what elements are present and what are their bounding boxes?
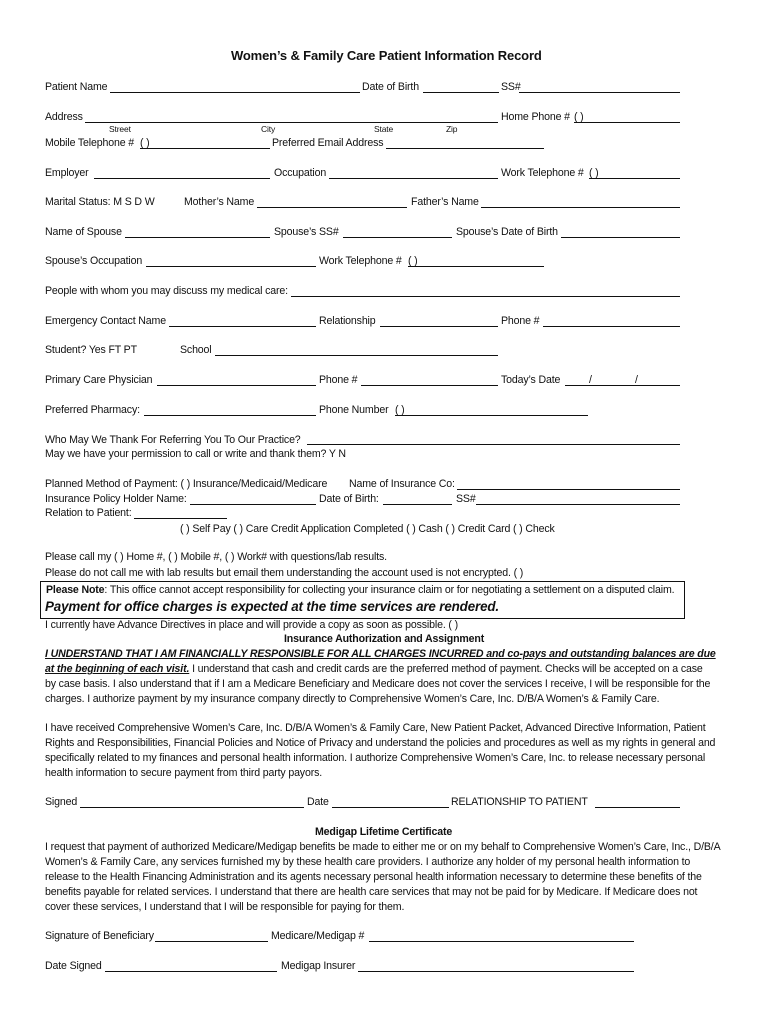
insurance-co-field[interactable]: [457, 489, 680, 490]
auth-text-line2: I understand that cash and credit cards are the preferred method of payment. Checks will be accepted on a case: [189, 663, 703, 675]
note-label: Please Note: [46, 584, 105, 596]
policy-holder-field[interactable]: [190, 504, 316, 505]
signature-field[interactable]: [80, 807, 304, 808]
father-name-label: Father’s Name: [411, 196, 479, 208]
address-field[interactable]: [85, 122, 498, 123]
medigap-insurer-label: Medigap Insurer: [281, 960, 356, 972]
today-date-label: Today’s Date: [501, 374, 561, 386]
auth-bold-line2: at the beginning of each visit.: [45, 663, 190, 675]
spouse-occupation-field[interactable]: [146, 266, 316, 267]
relationship-field[interactable]: [380, 326, 498, 327]
advance-directives: I currently have Advance Directives in place and will provide a copy as soon as possible. ( ): [45, 619, 458, 631]
insurance-co-label: Name of Insurance Co:: [349, 478, 455, 490]
no-call-preference: Please do not call me with lab results but email them understanding the account used is not encrypted. ( ): [45, 567, 524, 579]
planned-payment-label: Planned Method of Payment: ( ) Insurance/Medicaid/Medicare: [45, 478, 328, 490]
relationship-label: Relationship: [319, 315, 376, 327]
marital-status-label: Marital Status: M S D W: [45, 196, 155, 208]
mobile-paren: ( ): [140, 137, 150, 149]
medigap-line: benefits payable for related services. I understand that there are health care services that may not be paid for by Medicare. If Medicare does not: [45, 886, 698, 898]
patient-name-field[interactable]: [110, 92, 360, 93]
medigap-insurer-field[interactable]: [358, 971, 634, 972]
date-signed-field[interactable]: [105, 971, 277, 972]
mother-name-label: Mother’s Name: [184, 196, 255, 208]
mother-name-field[interactable]: [257, 207, 407, 208]
emergency-phone-field[interactable]: [543, 326, 680, 327]
page-title: Women’s & Family Care Patient Information Record: [231, 48, 542, 63]
auth-heading: Insurance Authorization and Assignment: [284, 633, 485, 645]
mobile-label: Mobile Telephone #: [45, 137, 134, 149]
medigap-heading: Medigap Lifetime Certificate: [315, 826, 453, 838]
ss-label: SS#: [501, 81, 521, 93]
referral-question: Who May We Thank For Referring You To Our Practice?: [45, 434, 301, 446]
occupation-field[interactable]: [329, 178, 498, 179]
email-label: Preferred Email Address: [272, 137, 384, 149]
school-label: School: [180, 344, 212, 356]
medigap-line: release to the Health Financing Administration and its agents necessary personal health information necessary to determine these benefits of the: [45, 871, 702, 883]
referral-permission: May we have your permission to call or write and thank them? Y N: [45, 448, 346, 460]
relation-field[interactable]: [134, 518, 227, 519]
pharmacy-field[interactable]: [144, 415, 316, 416]
city-sublabel: City: [261, 124, 276, 134]
emergency-contact-field[interactable]: [169, 326, 316, 327]
work-phone-paren: ( ): [589, 167, 599, 179]
medigap-line: Women’s & Family Care, any services furnished my by these health care providers. I authorize any holder of my personal health information to: [45, 856, 691, 868]
medicare-number-label: Medicare/Medigap #: [271, 930, 365, 942]
home-phone-paren: ( ): [574, 111, 584, 123]
email-field[interactable]: [386, 148, 544, 149]
policy-holder-label: Insurance Policy Holder Name:: [45, 493, 187, 505]
dob-label: Date of Birth: [362, 81, 419, 93]
medigap-line: I request that payment of authorized Medicare/Medigap benefits be made to either me or on my behalf to Comprehensive Women’s Care, Inc., D/B/A: [45, 841, 721, 853]
spouse-work-phone-paren: ( ): [408, 255, 418, 267]
relation-label: Relation to Patient:: [45, 507, 132, 519]
today-date-field[interactable]: [565, 385, 680, 386]
occupation-label: Occupation: [274, 167, 327, 179]
street-sublabel: Street: [109, 124, 131, 134]
payment-expected: Payment for office charges is expected at the time services are rendered.: [45, 599, 499, 614]
work-phone-field[interactable]: [589, 178, 680, 179]
note-text: [46, 584, 674, 597]
signed-date-field[interactable]: [332, 807, 449, 808]
school-field[interactable]: [215, 355, 498, 356]
zip-sublabel: Zip: [446, 124, 458, 134]
mobile-field[interactable]: [140, 148, 270, 149]
pcp-field[interactable]: [157, 385, 316, 386]
pcp-phone-field[interactable]: [361, 385, 498, 386]
payment-options[interactable]: ( ) Self Pay ( ) Care Credit Application Completed ( ) Cash ( ) Credit Card ( ) Check: [180, 523, 555, 535]
work-phone-label: Work Telephone #: [501, 167, 584, 179]
student-label: Student? Yes FT PT: [45, 344, 137, 356]
spouse-ss-field[interactable]: [343, 237, 452, 238]
spouse-dob-field[interactable]: [561, 237, 680, 238]
emergency-contact-label: Emergency Contact Name: [45, 315, 166, 327]
spouse-work-phone-label: Work Telephone #: [319, 255, 402, 267]
dob-field[interactable]: [423, 92, 499, 93]
received-line: specifically related to my finances and personal health information. I authorize Comprehensive Women’s Care, Inc. to release necessary personal: [45, 752, 706, 764]
holder-ss-label: SS#: [456, 493, 476, 505]
relationship-to-patient-label: RELATIONSHIP TO PATIENT: [451, 796, 588, 808]
employer-field[interactable]: [94, 178, 270, 179]
spouse-occupation-label: Spouse’s Occupation: [45, 255, 143, 267]
home-phone-label: Home Phone #: [501, 111, 570, 123]
holder-ss-field[interactable]: [476, 504, 680, 505]
auth-line3: by case basis. I also understand that if I am a Medicare Beneficiary and Medicare does not cover the services I receive, I will be responsible for the: [45, 678, 711, 690]
holder-dob-field[interactable]: [383, 504, 452, 505]
signed-label: Signed: [45, 796, 78, 808]
pharmacy-label: Preferred Pharmacy:: [45, 404, 140, 416]
emergency-phone-label: Phone #: [501, 315, 540, 327]
spouse-work-phone-field[interactable]: [408, 266, 544, 267]
address-label: Address: [45, 111, 83, 123]
spouse-ss-label: Spouse’s SS#: [274, 226, 339, 238]
pcp-label: Primary Care Physician: [45, 374, 153, 386]
call-preference: Please call my ( ) Home #, ( ) Mobile #, ( ) Work# with questions/lab results.: [45, 551, 387, 563]
medigap-line: cover these services, I understand that I will be responsible for paying for them.: [45, 901, 405, 913]
discuss-care-label: People with whom you may discuss my medical care:: [45, 285, 288, 297]
discuss-care-field[interactable]: [291, 296, 680, 297]
received-line: I have received Comprehensive Women’s Care, Inc. D/B/A Women’s & Family Care, New Patient Packet, Advanced Directive Information, Patient: [45, 722, 706, 734]
signed-date-label: Date: [307, 796, 329, 808]
employer-label: Employer: [45, 167, 89, 179]
medicare-number-field[interactable]: [369, 941, 634, 942]
spouse-name-label: Name of Spouse: [45, 226, 122, 238]
auth-bold-line1: I UNDERSTAND THAT I AM FINANCIALLY RESPONSIBLE FOR ALL CHARGES INCURRED and co-pays and outstanding balances are due: [45, 648, 716, 660]
relationship-to-patient-field[interactable]: [595, 807, 680, 808]
home-phone-field[interactable]: [574, 122, 680, 123]
auth-line2: [45, 663, 703, 676]
beneficiary-signature-label: Signature of Beneficiary: [45, 930, 154, 942]
auth-line4: charges. I authorize payment by my insurance company directly to Comprehensive Women’s Care, Inc. D/B/A Women’s & Family Care.: [45, 693, 660, 705]
holder-dob-label: Date of Birth:: [319, 493, 379, 505]
pharmacy-phone-paren: ( ): [395, 404, 405, 416]
beneficiary-signature-field[interactable]: [155, 941, 268, 942]
state-sublabel: State: [374, 124, 394, 134]
referral-field[interactable]: [307, 444, 680, 445]
pharmacy-phone-label: Phone Number: [319, 404, 389, 416]
date-signed-label: Date Signed: [45, 960, 102, 972]
patient-name-label: Patient Name: [45, 81, 108, 93]
spouse-name-field[interactable]: [125, 237, 270, 238]
pcp-phone-label: Phone #: [319, 374, 358, 386]
ss-field[interactable]: [519, 92, 680, 93]
received-line: Rights and Responsibilities, Financial Policies and Notice of Privacy and understand the policies and procedures as well as my rights in general and: [45, 737, 716, 749]
spouse-dob-label: Spouse’s Date of Birth: [456, 226, 558, 238]
pharmacy-phone-field[interactable]: [395, 415, 588, 416]
father-name-field[interactable]: [481, 207, 680, 208]
date-slash: /: [589, 374, 592, 386]
received-line: health information to secure payment from third party payors.: [45, 767, 323, 779]
date-slash: /: [635, 374, 638, 386]
note-body: : This office cannot accept responsibility for collecting your insurance claim or for negotiating a settlement on a disputed claim.: [104, 584, 675, 596]
